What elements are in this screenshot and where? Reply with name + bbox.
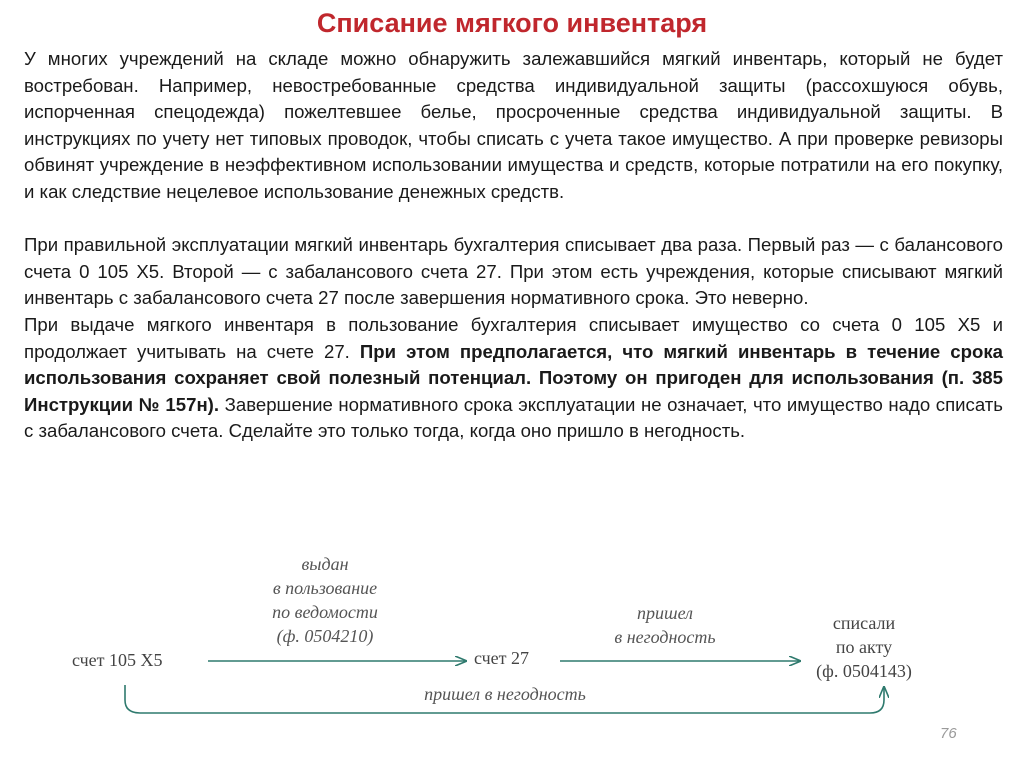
node-written-off-line3: (ф. 0504143) bbox=[816, 661, 912, 681]
paragraph-3 bbox=[24, 312, 1003, 445]
paragraph-3-bold: При этом предполагается, что мягкий инвентарь в течение срока использования сохраняет свой полезный потенциал. Поэтому он пригоден для использования (п. 385 Инструкции № 157н). bbox=[24, 340, 1004, 415]
paragraph-1: У многих учреждений на складе можно обнаружить залежавшийся мягкий инвентарь, который не будет востребован. Например, невостребованные средства индивидуальной защиты (рассохшуюся обувь, испорченная спецодежда) пожелтевшее белье, просроченные средства индивидуальной защиты. В инструкциях по учету нет типовых проводок, чтобы списать с учета такое имущество. А при проверке ревизоры обвинят учреждение в неэффективном использовании имущества и средств, которые потратили на его покупку, и как следствие нецелевое использование денежных средств. bbox=[24, 48, 1003, 202]
paragraph-2: При правильной эксплуатации мягкий инвентарь бухгалтерия списывает два раза. Первый раз — с балансового счета 0 105 Х5. Второй — с забалансового счета 27. При этом есть учреждения, которые списывают мягкий инвентарь с забалансового счета 27 после завершения нормативного срока. Это неверно. bbox=[24, 234, 1003, 309]
node-written-off bbox=[806, 611, 922, 683]
node-account-105: счет 105 Х5 bbox=[72, 650, 163, 670]
slide-body-text bbox=[24, 46, 1003, 445]
page-number: 76 bbox=[940, 725, 957, 742]
node-account-27: счет 27 bbox=[474, 648, 530, 668]
write-off-flow-diagram bbox=[0, 535, 1024, 735]
edge-bottom-label: пришел в негодность bbox=[424, 684, 586, 704]
paragraph-3-start: При выдаче мягкого инвентаря в пользование бухгалтерия списывает имущество со счета 0 105 Х5 и продолжает учитывать на счете 27. bbox=[24, 313, 1003, 362]
edge-issued-line4: (ф. 0504210) bbox=[276, 626, 374, 646]
paragraph-3-end: Завершение нормативного срока эксплуатации не означает, что имущество надо списать с забалансового счета. Сделайте это только тогда, когда оно пришло в негодность. bbox=[24, 393, 1003, 442]
edge-issued-line2: в пользование bbox=[272, 578, 378, 598]
edge-unusable-label bbox=[600, 601, 730, 649]
slide-title: Списание мягкого инвентаря bbox=[316, 8, 708, 38]
edge-issued-label bbox=[235, 552, 415, 648]
node-written-off-line1: списали bbox=[832, 613, 896, 633]
edge-issued-line3: по ведомости bbox=[272, 602, 378, 622]
edge-issued-line1: выдан bbox=[301, 554, 349, 574]
node-written-off-line2: по акту bbox=[835, 637, 893, 657]
edge-unusable-line2: в негодность bbox=[614, 627, 716, 647]
edge-unusable-line1: пришел bbox=[637, 603, 693, 623]
paragraph-spacer bbox=[24, 206, 1003, 233]
